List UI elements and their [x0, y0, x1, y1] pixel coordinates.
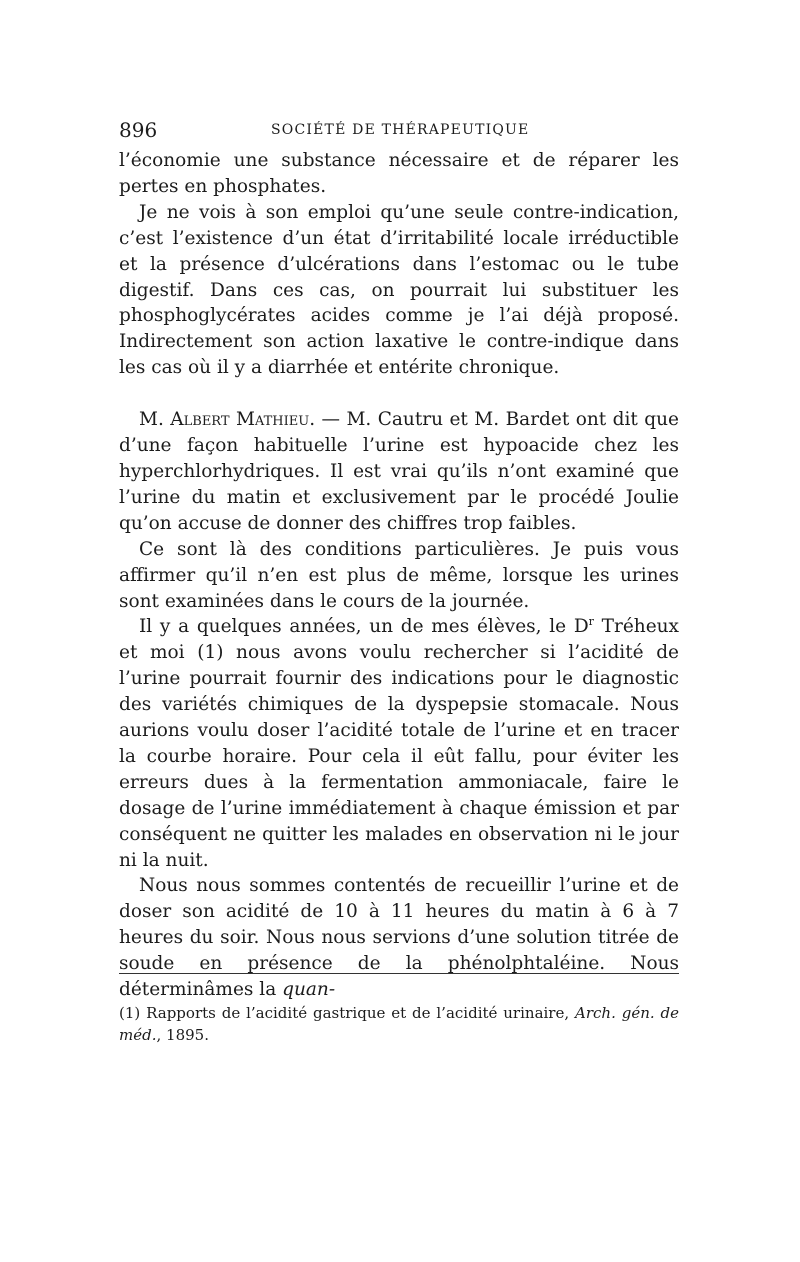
method-text-italic: quan- — [282, 979, 336, 1001]
running-head — [119, 118, 679, 148]
paragraph-contraindication: Je ne vois à son emploi qu’une seule contre-indication, c’est l’existence d’un état d’irritabilité locale irréductible et la présence d’ulcérations dans l’estomac ou le tube digestif. Dans ces cas, on pourrait lui substituer les phosphoglycérates acides comme je l’ai déjà proposé. Indirectement son action laxative le contre-indique dans les cas où il y a diarrhée et entérite chronique. — [119, 201, 679, 379]
footnote-journal: Arch. gén. de méd. — [119, 1004, 679, 1044]
doctor-abbr-superscript: r — [588, 615, 594, 629]
paragraph-continuation: l’économie une substance nécessaire et de réparer les pertes en phosphates. — [119, 150, 679, 197]
speaker-text: — M. Cautru et M. Bardet ont dit que d’une façon habituelle l’urine est hypoacide chez les hyperchlorhydriques. Il est vrai qu’ils n’ont examiné que l’urine du matin et exclusivement par le procédé Joulie qu’on accuse de donner des chiffres trop faibles. — [119, 409, 679, 534]
footnote-rule — [119, 973, 679, 974]
running-title: SOCIÉTÉ DE THÉRAPEUTIQUE — [271, 122, 530, 138]
book-page — [119, 118, 679, 1044]
speaker-name: M. Albert Mathieu. — [139, 409, 316, 431]
footnote-text: (1) Rapports de l’acidité gastrique et de l’acidité urinaire, — [119, 1004, 576, 1022]
paragraph-mathieu-intro — [119, 407, 679, 537]
footnote-1 — [119, 1002, 679, 1046]
method-text: Nous nous sommes contentés de recueillir l’urine et de doser son acidité de 10 à 11 heures du matin à 6 à 7 heures du soir. Nous nous servions d’une solution titrée de soude en présence de la phénolphtaléine. Nous déterminâmes la — [119, 875, 679, 1001]
page-number: 896 — [119, 118, 158, 142]
paragraph-conditions: Ce sont là des conditions particulières. Je puis vous affirmer qu’il n’en est plus de même, lorsque les urines sont examinées dans le cours de la journée. — [119, 538, 679, 612]
research-text-start: Il y a quelques années, un de mes élèves, le D — [139, 616, 589, 638]
paragraph-research — [119, 614, 679, 873]
footnote-year: , 1895. — [156, 1026, 209, 1044]
research-text-rest: Tréheux et moi (1) nous avons voulu rechercher si l’acidité de l’urine pourrait fournir des indications pour le diagnostic des variétés chimiques de la dyspepsie stomacale. Nous aurions voulu doser l’acidité totale de l’urine et en tracer la courbe horaire. Pour cela il eût fallu, pour éviter les erreurs dues à la fermentation ammoniacale, faire le dosage de l’urine immédiatement à chaque émission et par conséquent ne quitter les malades en observation ni le jour ni la nuit. — [119, 616, 679, 871]
footnotes — [119, 1002, 679, 1046]
paragraph-method — [119, 873, 679, 1003]
body-text — [119, 148, 679, 1003]
